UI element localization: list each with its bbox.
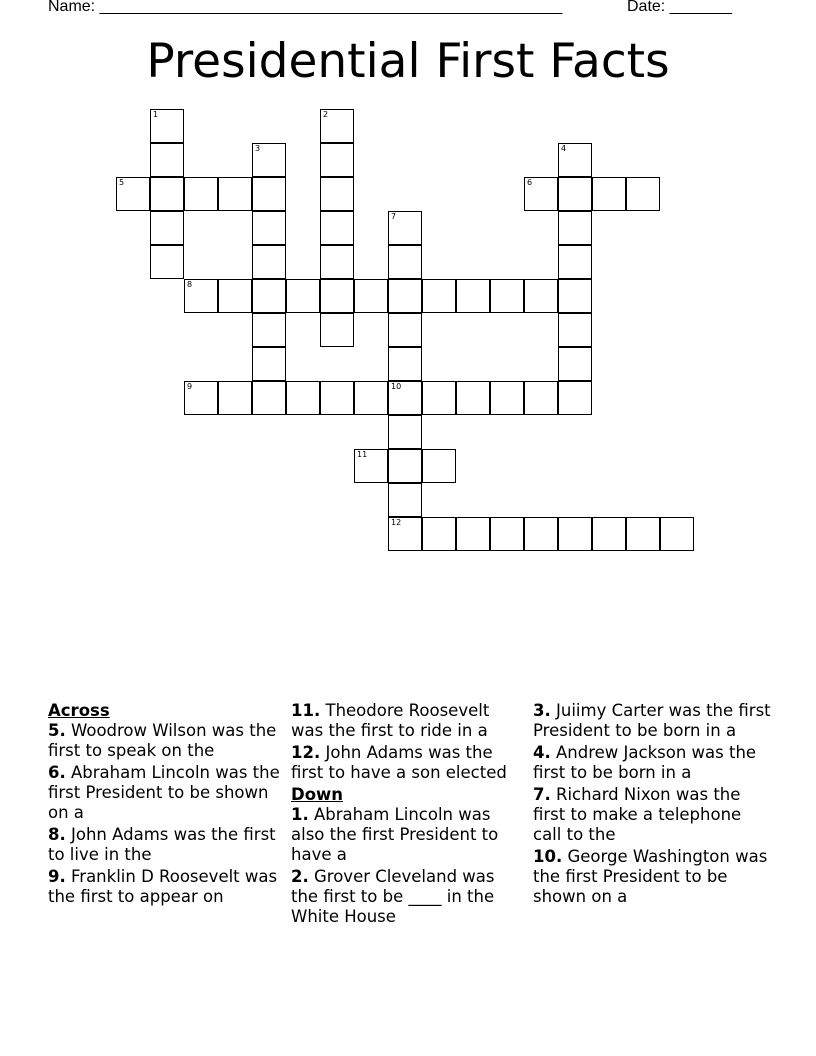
crossword-cell[interactable] — [150, 177, 184, 211]
crossword-cell[interactable] — [286, 381, 320, 415]
crossword-cell[interactable] — [320, 279, 354, 313]
crossword-cell[interactable] — [456, 381, 490, 415]
across-heading: Across — [48, 701, 110, 720]
crossword-cell[interactable] — [490, 381, 524, 415]
crossword-cell[interactable] — [388, 245, 422, 279]
clue-across-5 — [48, 721, 283, 761]
clue-across-8 — [48, 825, 283, 865]
crossword-cell[interactable] — [252, 177, 286, 211]
clue-down-7 — [533, 785, 773, 845]
clue-number: 10. — [533, 847, 563, 866]
clue-number: 9. — [48, 867, 66, 886]
crossword-cell[interactable] — [388, 415, 422, 449]
date-field-label: Date: _______ — [627, 0, 732, 15]
crossword-cell[interactable] — [558, 143, 592, 177]
page-title: Presidential First Facts — [146, 34, 670, 89]
clue-text: John Adams was the first to have a son elected — [291, 743, 507, 782]
crossword-cell[interactable] — [388, 483, 422, 517]
crossword-cell[interactable] — [150, 109, 184, 143]
crossword-cell[interactable] — [558, 517, 592, 551]
clue-number: 5. — [48, 721, 66, 740]
name-field-label: Name: ____________________________________________________ — [48, 0, 563, 15]
clue-number-label: 9 — [187, 382, 193, 391]
crossword-cell[interactable] — [320, 381, 354, 415]
clue-number-label: 10 — [391, 382, 402, 391]
crossword-cell[interactable] — [252, 143, 286, 177]
crossword-cell[interactable] — [456, 279, 490, 313]
crossword-cell[interactable] — [320, 177, 354, 211]
clue-number: 3. — [533, 701, 551, 720]
crossword-cell[interactable] — [252, 313, 286, 347]
clue-number-label: 7 — [391, 212, 397, 221]
clue-text: Juiimy Carter was the first President to be born in a — [533, 701, 771, 740]
crossword-cell[interactable] — [524, 517, 558, 551]
crossword-cell[interactable] — [422, 279, 456, 313]
clue-number-label: 3 — [255, 144, 261, 153]
crossword-cell[interactable] — [252, 381, 286, 415]
clue-number: 12. — [291, 743, 321, 762]
crossword-cell[interactable] — [218, 381, 252, 415]
crossword-cell[interactable] — [388, 347, 422, 381]
crossword-cell[interactable] — [184, 177, 218, 211]
clue-number-label: 8 — [187, 280, 193, 289]
crossword-cell[interactable] — [116, 177, 150, 211]
clue-text: Andrew Jackson was the first to be born in a — [533, 743, 757, 782]
crossword-cell[interactable] — [592, 517, 626, 551]
crossword-cell[interactable] — [592, 177, 626, 211]
crossword-cell[interactable] — [320, 211, 354, 245]
crossword-cell[interactable] — [558, 177, 592, 211]
clue-down-1 — [291, 805, 526, 865]
clue-down-3 — [533, 701, 773, 741]
clue-across-9 — [48, 867, 283, 907]
clue-text: Abraham Lincoln was the first President to be shown on a — [48, 763, 280, 822]
crossword-cell[interactable] — [558, 279, 592, 313]
clue-across-12 — [291, 743, 526, 783]
crossword-cell[interactable] — [558, 313, 592, 347]
clue-number: 1. — [291, 805, 309, 824]
clue-across-6 — [48, 763, 283, 823]
crossword-cell[interactable] — [422, 517, 456, 551]
clue-text: Abraham Lincoln was also the first President to have a — [291, 805, 499, 864]
crossword-cell[interactable] — [252, 347, 286, 381]
clue-number-label: 6 — [527, 178, 533, 187]
crossword-cell[interactable] — [524, 279, 558, 313]
clue-number-label: 1 — [153, 110, 159, 119]
clue-column-1 — [48, 701, 283, 909]
clue-text: John Adams was the first to live in the — [48, 825, 276, 864]
crossword-cell[interactable] — [490, 517, 524, 551]
crossword-cell[interactable] — [388, 381, 422, 415]
clue-number-label: 12 — [391, 518, 402, 527]
clue-text: Franklin D Roosevelt was the first to appear on — [48, 867, 278, 906]
clue-number-label: 5 — [119, 178, 125, 187]
crossword-cell[interactable] — [218, 279, 252, 313]
clue-number: 7. — [533, 785, 551, 804]
crossword-cell[interactable] — [184, 381, 218, 415]
crossword-cell[interactable] — [558, 381, 592, 415]
crossword-cell[interactable] — [252, 279, 286, 313]
crossword-cell[interactable] — [320, 143, 354, 177]
clue-number: 8. — [48, 825, 66, 844]
crossword-cell[interactable] — [456, 517, 490, 551]
crossword-cell[interactable] — [388, 449, 422, 483]
crossword-cell[interactable] — [150, 211, 184, 245]
clue-down-10 — [533, 847, 773, 907]
clue-column-3 — [533, 701, 773, 909]
crossword-cell[interactable] — [218, 177, 252, 211]
clue-text: Theodore Roosevelt was the first to ride in a — [291, 701, 490, 740]
crossword-cell[interactable] — [320, 313, 354, 347]
crossword-cell[interactable] — [558, 347, 592, 381]
crossword-cell[interactable] — [252, 245, 286, 279]
crossword-cell[interactable] — [354, 279, 388, 313]
clue-text: George Washington was the first President to be shown on a — [533, 847, 768, 906]
clue-column-2 — [291, 701, 526, 929]
clue-down-2 — [291, 867, 526, 927]
crossword-cell[interactable] — [422, 449, 456, 483]
crossword-cell[interactable] — [626, 517, 660, 551]
crossword-cell[interactable] — [354, 381, 388, 415]
crossword-cell[interactable] — [626, 177, 660, 211]
crossword-cell[interactable] — [354, 449, 388, 483]
crossword-cell[interactable] — [490, 279, 524, 313]
clue-number: 2. — [291, 867, 309, 886]
clue-text: Woodrow Wilson was the first to speak on the — [48, 721, 277, 760]
crossword-cell[interactable] — [150, 143, 184, 177]
crossword-cell[interactable] — [184, 279, 218, 313]
down-heading: Down — [291, 785, 344, 804]
crossword-cell[interactable] — [320, 109, 354, 143]
clue-down-4 — [533, 743, 773, 783]
clue-number-label: 2 — [323, 110, 329, 119]
crossword-cell[interactable] — [320, 245, 354, 279]
clue-number: 6. — [48, 763, 66, 782]
clue-text: Grover Cleveland was the first to be ____ in the White House — [291, 867, 495, 926]
crossword-cell[interactable] — [422, 381, 456, 415]
crossword-cell[interactable] — [524, 177, 558, 211]
clue-number: 11. — [291, 701, 321, 720]
crossword-cell[interactable] — [286, 279, 320, 313]
crossword-cell[interactable] — [388, 279, 422, 313]
crossword-cell[interactable] — [388, 211, 422, 245]
clue-number: 4. — [533, 743, 551, 762]
clue-number-label: 4 — [561, 144, 567, 153]
crossword-cell[interactable] — [252, 211, 286, 245]
crossword-cell[interactable] — [150, 245, 184, 279]
crossword-cell[interactable] — [524, 381, 558, 415]
clue-text: Richard Nixon was the first to make a telephone call to the — [533, 785, 742, 844]
crossword-cell[interactable] — [558, 245, 592, 279]
crossword-cell[interactable] — [558, 211, 592, 245]
crossword-cell[interactable] — [388, 313, 422, 347]
clue-across-11 — [291, 701, 526, 741]
crossword-cell[interactable] — [660, 517, 694, 551]
clue-number-label: 11 — [357, 450, 368, 459]
crossword-cell[interactable] — [388, 517, 422, 551]
